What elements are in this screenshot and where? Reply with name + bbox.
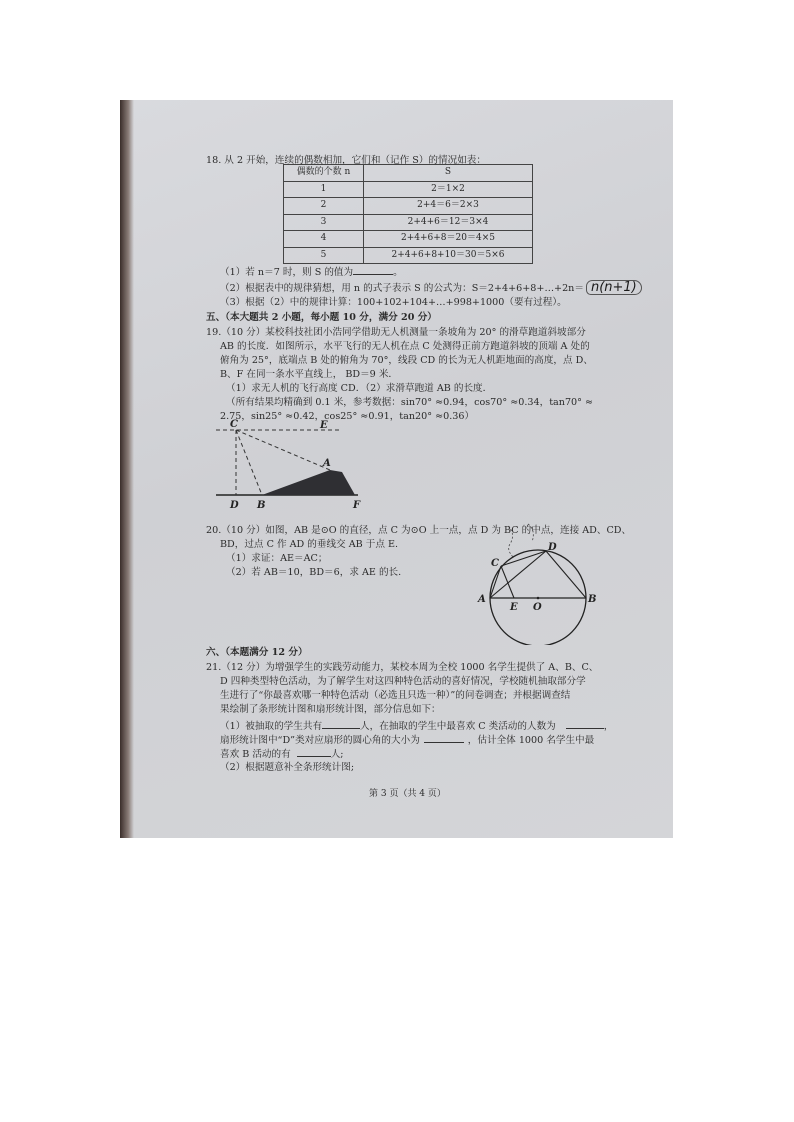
section-six-heading: 六、（本题满分 12 分） <box>206 647 308 658</box>
q18-part3: （3）根据（2）中的规律计算：100+102+104+…+998+1000（要有过程）。 <box>220 297 567 308</box>
pencil-mark <box>508 526 514 558</box>
table-cell: 2+4＝6＝2×3 <box>364 198 533 215</box>
label-d: D <box>230 500 239 511</box>
q20-line-1: 20.（10 分）如图，AB 是⊙O 的直径，点 C 为⊙O 上一点，点 D 为 BC 的中点，连接 AD、CD、 <box>206 525 632 536</box>
label-a: A <box>478 594 486 605</box>
table-header-s: S <box>364 165 533 182</box>
q21-part1-line-2 <box>220 732 594 747</box>
q18-part2 <box>220 280 642 295</box>
q21-line-1: 21.（12 分）为增强学生的实践劳动能力，某校本周为全校 1000 名学生提供了 A、B、C、 <box>206 662 599 673</box>
q21-part2: （2）根据题意补全条形统计图; <box>220 762 355 773</box>
q21-part1-text: 扇形统计图中“D”类对应扇形的圆心角的大小为 <box>220 735 420 746</box>
scanned-exam-page <box>120 100 673 838</box>
answer-blank <box>322 718 360 729</box>
chord-cd <box>501 551 546 566</box>
q21-part1-line-3 <box>220 746 344 761</box>
sequence-table <box>283 164 533 264</box>
q21-part1-line-1 <box>220 718 613 733</box>
q20-line-2: BD，过点 C 作 AD 的垂线交 AB 于点 E. <box>220 539 399 550</box>
slope-shape <box>262 470 355 495</box>
q20-part1: （1）求证：AE＝AC； <box>226 553 328 564</box>
q18-part1-end: 。 <box>393 267 403 278</box>
photo-edge-shadow <box>120 100 134 838</box>
label-e: E <box>320 420 328 431</box>
table-cell: 3 <box>284 214 364 231</box>
answer-blank <box>566 718 604 729</box>
table-cell: 2 <box>284 198 364 215</box>
q19-line-5: （1）求无人机的飞行高度 CD．（2）求滑草跑道 AB 的长度． <box>226 383 493 394</box>
q21-line-2: D 四种类型特色活动，为了解学生对这四种特色活动的喜好情况，学校随机抽取部分学 <box>220 676 586 687</box>
q18-part2-text: （2）根据表中的规律猜想，用 n 的式子表示 S 的公式为：S＝2+4+6+8+…+2n＝ <box>220 283 584 294</box>
circle-geometry-figure <box>470 520 600 645</box>
q20-part2: （2）若 AB＝10，BD＝6，求 AE 的长. <box>226 567 402 578</box>
q19-line-1: 19.（10 分）某校科技社团小浩同学借助无人机测量一条坡角为 20° 的滑草跑道斜坡部分 <box>206 327 586 338</box>
q19-line-7: 2.75，sin25° ≈0.42，cos25° ≈0.91，tan20° ≈0.36） <box>220 411 475 422</box>
q19-line-4: B、F 在同一条水平直线上， BD＝9 米． <box>220 369 399 380</box>
label-a: A <box>323 458 331 469</box>
q21-part1-text: 喜欢 B 活动的有 <box>220 749 291 760</box>
table-cell: 2＝1×2 <box>364 181 533 198</box>
table-cell: 4 <box>284 231 364 248</box>
table-cell: 2+4+6＝12＝3×4 <box>364 214 533 231</box>
q21-line-4: 果绘制了条形统计图和扇形统计图，部分信息如下： <box>220 704 441 715</box>
table-cell: 2+4+6+8+10＝30＝5×6 <box>364 247 533 264</box>
table-row <box>284 165 533 182</box>
table-cell: 2+4+6+8＝20＝4×5 <box>364 231 533 248</box>
table-row <box>284 231 533 248</box>
table-row <box>284 247 533 264</box>
q19-line-2: AB 的长度．如图所示，水平飞行的无人机在点 C 处测得正前方跑道斜坡的顶端 A 处的 <box>220 341 590 352</box>
q19-line-3: 俯角为 25°，底端点 B 处的俯角为 70°，线段 CD 的长为无人机距地面的高度，点 D、 <box>220 355 593 366</box>
label-c: C <box>230 419 238 430</box>
table-row <box>284 214 533 231</box>
q19-line-6: （所有结果均精确到 0.1 米，参考数据：sin70° ≈0.94，cos70° ≈0.34，tan70° ≈ <box>226 397 594 408</box>
label-o: O <box>533 602 542 613</box>
page-footer: 第 3 页（共 4 页） <box>369 789 446 799</box>
label-c: C <box>491 558 499 569</box>
page-content <box>120 100 673 838</box>
label-d: D <box>548 542 557 553</box>
center-point <box>537 597 540 600</box>
section-five-heading: 五、（本大题共 2 小题，每小题 10 分，满分 20 分） <box>206 312 437 323</box>
label-b: B <box>257 500 266 511</box>
pencil-mark <box>528 524 533 542</box>
table-cell: 5 <box>284 247 364 264</box>
q21-part1-text: 人; <box>330 749 344 760</box>
q18-stem: 18. 从 2 开始，连续的偶数相加，它们和（记作 S）的情况如表： <box>206 155 486 166</box>
table-row <box>284 198 533 215</box>
q21-part1-text: ， <box>603 721 614 732</box>
handwritten-answer: n(n+1) <box>586 280 642 295</box>
label-f: F <box>353 500 361 511</box>
q21-line-3: 生进行了“你最喜欢哪一种特色活动（必选且只选一种）”的问卷调查；并根据调查结 <box>220 690 571 701</box>
answer-blank <box>424 732 464 743</box>
label-b: B <box>588 594 597 605</box>
q21-part1-text: ，估计全体 1000 名学生中最 <box>467 735 595 746</box>
drone-slope-figure <box>210 418 375 513</box>
table-cell: 1 <box>284 181 364 198</box>
q21-part1-text: （1）被抽取的学生共有 <box>220 721 323 732</box>
answer-blank <box>353 264 393 275</box>
q18-part1-text: （1）若 n＝7 时，则 S 的值为 <box>220 267 354 278</box>
label-e: E <box>510 602 518 613</box>
q18-part1 <box>220 264 403 279</box>
table-header-n: 偶数的个数 n <box>284 165 364 182</box>
table-row <box>284 181 533 198</box>
q21-part1-text: 人，在抽取的学生中最喜欢 C 类活动的人数为 <box>360 721 556 732</box>
segment-ce <box>501 566 514 598</box>
answer-blank <box>297 746 331 757</box>
